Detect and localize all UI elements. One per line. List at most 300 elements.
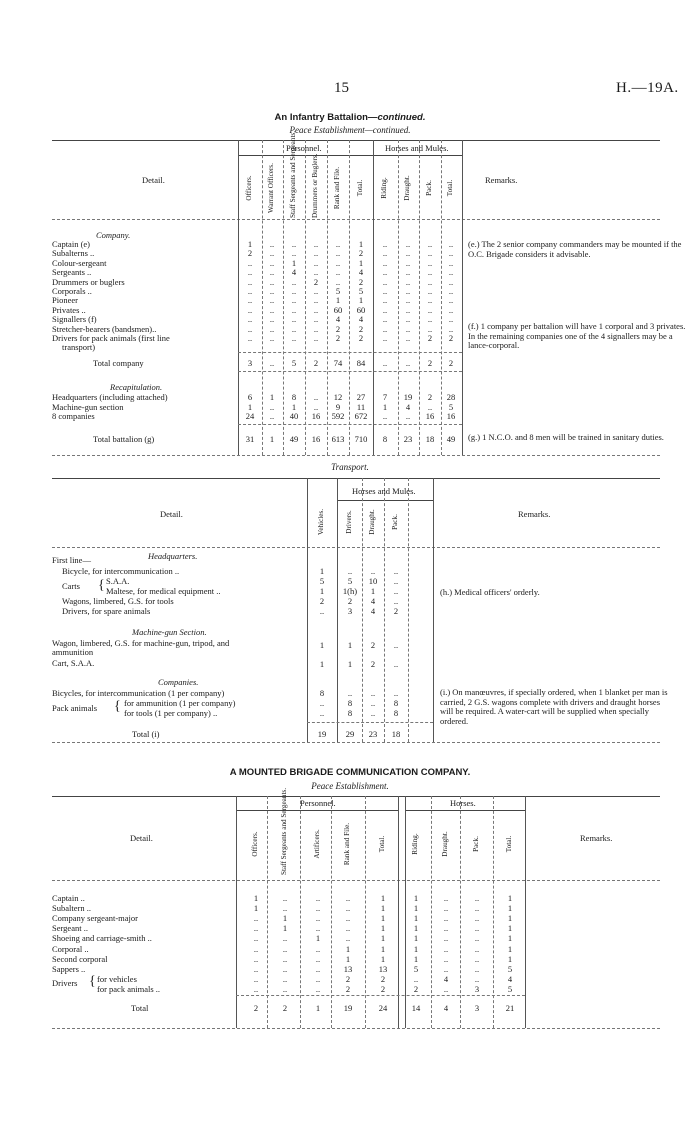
table-cell: 1 xyxy=(269,433,275,444)
table-cell: 1 xyxy=(269,392,275,403)
table-cell: 1 xyxy=(380,943,386,954)
table-cell: 2 xyxy=(380,983,386,994)
column-header: Warrant Officers. xyxy=(267,163,275,213)
column-header: Draught. xyxy=(368,509,376,535)
column-header: Rank and File. xyxy=(333,166,341,210)
column-rule xyxy=(460,796,461,1028)
table-cell: .. xyxy=(291,304,297,315)
table-cell: .. xyxy=(269,333,275,343)
table-cell: .. xyxy=(405,257,411,268)
table-cell: 1 xyxy=(380,903,386,914)
table-cell: .. xyxy=(335,267,341,278)
column-header: Total. xyxy=(505,835,513,853)
table-cell: .. xyxy=(427,239,433,249)
table-cell: .. xyxy=(382,267,388,278)
table-cell: .. xyxy=(282,893,288,903)
column-header: Total. xyxy=(356,179,364,197)
row-label: transport) xyxy=(62,342,96,353)
table-cell: 1 xyxy=(253,903,259,914)
table-cell: 4 xyxy=(291,267,297,278)
table-cell: 19 xyxy=(403,392,413,403)
table-cell: .. xyxy=(443,903,449,914)
table-cell: .. xyxy=(370,566,376,576)
table-cell: .. xyxy=(474,923,480,934)
table-cell: .. xyxy=(443,893,449,903)
table-cell: .. xyxy=(405,267,411,278)
carts-label: Carts xyxy=(62,581,80,591)
table-cell: 28 xyxy=(446,392,456,403)
table-cell: .. xyxy=(405,248,411,259)
row-label: Privates .. xyxy=(52,304,86,315)
table-cell: 1 xyxy=(380,933,386,944)
table-cell: 1 xyxy=(507,903,513,914)
table-cell: .. xyxy=(474,893,480,903)
table-cell: 1 xyxy=(319,640,325,650)
section-heading: Companies. xyxy=(158,677,199,687)
table-cell: 10 xyxy=(368,576,378,586)
table-cell: 23 xyxy=(368,729,378,739)
table-cell: 11 xyxy=(356,401,366,412)
column-rule xyxy=(331,796,332,1028)
table-cell: .. xyxy=(313,248,319,259)
section-heading: Recapitulation. xyxy=(110,382,163,393)
table-cell: .. xyxy=(382,248,388,259)
table-cell: 1 xyxy=(282,913,288,924)
table-cell: .. xyxy=(315,903,321,914)
table-cell: .. xyxy=(474,963,480,974)
section-heading: Machine-gun Section. xyxy=(132,627,207,637)
brace: { xyxy=(89,974,96,989)
table-cell: 2 xyxy=(393,606,399,616)
table-cell: .. xyxy=(448,257,454,268)
table-cell: 1 xyxy=(345,943,351,954)
table-cell: 2 xyxy=(247,248,253,259)
horses-rule xyxy=(405,810,525,811)
table-cell: 3 xyxy=(474,983,480,994)
table-cell: 8 xyxy=(393,698,399,708)
table-cell: 3 xyxy=(474,1003,480,1013)
table-cell: .. xyxy=(427,286,433,296)
column-rule xyxy=(431,796,432,1028)
remarks-header: Remarks. xyxy=(518,509,551,519)
table-cell: 5 xyxy=(347,576,353,586)
table-cell: 16 xyxy=(446,411,456,422)
table-cell: 1 xyxy=(347,659,353,669)
row-label: Corporals .. xyxy=(52,286,92,296)
remark-i: (i.) On manœuvres, if specially ordered, when 1 blanket per man is carried, 2 G.S. wagons complete with drivers and draught horses will be required. A water-cart will be supplied when specially ordered. xyxy=(440,687,668,726)
table-cell: .. xyxy=(347,566,353,576)
table-cell: .. xyxy=(405,304,411,315)
table-cell: .. xyxy=(370,688,376,698)
row-label: Second corporal xyxy=(52,953,108,964)
table-cell: 18 xyxy=(391,729,401,739)
horses-header: Horses and Mules. xyxy=(352,486,416,496)
page-number: 15 xyxy=(334,80,349,96)
table-cell: .. xyxy=(443,923,449,934)
table-cell: .. xyxy=(393,688,399,698)
table-cell: 672 xyxy=(354,411,368,422)
table-cell: .. xyxy=(382,314,388,325)
column-header: Officers. xyxy=(251,831,259,857)
table-cell: 13 xyxy=(378,963,388,974)
table-cell: 1 xyxy=(315,1003,321,1013)
table-cell: 1 xyxy=(413,933,419,944)
remarks-header: Remarks. xyxy=(580,833,613,843)
table-cell: .. xyxy=(313,239,319,249)
table-cell: .. xyxy=(291,248,297,259)
table-cell: .. xyxy=(313,304,319,315)
table-cell: .. xyxy=(335,239,341,249)
table-cell: 23 xyxy=(403,433,413,444)
table-cell: 1 xyxy=(315,933,321,944)
column-header: Riding. xyxy=(411,833,419,855)
table-cell: 12 xyxy=(333,392,343,403)
table-cell: 1 xyxy=(413,943,419,954)
table-cell: 2 xyxy=(380,973,386,984)
row-label: S.A.A. xyxy=(106,576,130,586)
personnel-header: Personnel. xyxy=(300,798,336,808)
table-cell: .. xyxy=(443,963,449,974)
table-cell: 592 xyxy=(331,411,345,422)
table-cell: 2 xyxy=(358,248,364,259)
table-cell: 13 xyxy=(343,963,353,974)
table-cell: 2 xyxy=(358,333,364,343)
table-cell: .. xyxy=(291,323,297,334)
brace: { xyxy=(98,578,105,593)
table-cell: 710 xyxy=(354,433,368,444)
table-cell: 3 xyxy=(247,358,253,369)
table-cell: .. xyxy=(313,314,319,325)
table-cell: .. xyxy=(247,295,253,306)
table-cell: 2 xyxy=(282,1003,288,1013)
table-cell: 2 xyxy=(427,392,433,403)
table-cell: .. xyxy=(291,286,297,296)
section-heading: Company. xyxy=(96,230,131,240)
table-cell: 21 xyxy=(505,1003,515,1013)
table-cell: .. xyxy=(443,943,449,954)
table-cell: .. xyxy=(345,933,351,944)
table-cell: 84 xyxy=(356,358,366,369)
table-cell: 1 xyxy=(382,401,388,412)
personnel-header: Personnel. xyxy=(286,143,322,153)
column-header: Staff Sergeants and Sergeants. xyxy=(280,787,288,875)
table-cell: 5 xyxy=(291,358,297,369)
table-cell: .. xyxy=(347,688,353,698)
table-cell: .. xyxy=(315,953,321,964)
column-header: Riding. xyxy=(380,177,388,199)
table-cell: .. xyxy=(474,933,480,944)
table-cell: 5 xyxy=(358,286,364,296)
table-cell: 2 xyxy=(370,659,376,669)
table-cell: .. xyxy=(282,973,288,984)
table-cell: 27 xyxy=(356,392,366,403)
table-cell: 49 xyxy=(446,433,456,444)
table-cell: .. xyxy=(405,333,411,343)
table-cell: .. xyxy=(253,923,259,934)
remark-g: (g.) 1 N.C.O. and 8 men will be trained in sanitary duties. xyxy=(468,432,664,442)
table-cell: .. xyxy=(315,963,321,974)
table-cell: 5 xyxy=(507,963,513,974)
table-cell: 5 xyxy=(507,983,513,994)
table-cell: 60 xyxy=(333,304,343,315)
table-cell: 60 xyxy=(356,304,366,315)
table-cell: .. xyxy=(247,257,253,268)
table-cell: .. xyxy=(393,566,399,576)
table-cell: 16 xyxy=(311,433,321,444)
column-header: Rank and File. xyxy=(343,822,351,866)
table-cell: .. xyxy=(313,401,319,412)
table-cell: 2 xyxy=(335,323,341,334)
row-label: Bicycle, for intercommunication .. xyxy=(62,566,180,576)
table-cell: .. xyxy=(427,248,433,259)
table-cell: .. xyxy=(370,708,376,718)
table-cell: 2 xyxy=(427,333,433,343)
table-cell: .. xyxy=(405,314,411,325)
table-cell: .. xyxy=(345,913,351,924)
table-cell: .. xyxy=(313,295,319,306)
row-label: Drummers or buglers xyxy=(52,276,125,287)
table-cell: 1 xyxy=(507,953,513,964)
table-cell: 5 xyxy=(448,401,454,412)
table-cell: .. xyxy=(474,913,480,924)
table-cell: 1 xyxy=(380,953,386,964)
row-label: Wagons, limbered, G.S. for tools xyxy=(62,596,174,606)
table-cell: 4 xyxy=(507,973,513,984)
table-cell: .. xyxy=(443,933,449,944)
column-rule xyxy=(398,796,399,1028)
table-cell: 1 xyxy=(380,923,386,934)
table-cell: .. xyxy=(269,267,275,278)
table-cell: .. xyxy=(269,286,275,296)
row-label: Sappers .. xyxy=(52,963,86,974)
table-bottom-rule xyxy=(52,1028,660,1029)
table-cell: .. xyxy=(345,923,351,934)
table-cell: .. xyxy=(315,973,321,984)
table2-subtitle: Transport. xyxy=(331,462,369,472)
table-cell: .. xyxy=(448,295,454,306)
row-label: Wagon, limbered, G.S. for machine-gun, tripod, and xyxy=(52,638,230,648)
table-cell: 14 xyxy=(411,1003,421,1013)
table-cell: 1 xyxy=(507,893,513,903)
table-cell: 6 xyxy=(247,392,253,403)
table-cell: .. xyxy=(382,239,388,249)
table-cell: 1 xyxy=(282,923,288,934)
table-cell: 1(h) xyxy=(342,586,358,596)
row-label: Headquarters (including attached) xyxy=(52,392,168,403)
table-cell: .. xyxy=(313,392,319,403)
column-rule xyxy=(300,796,301,1028)
table-cell: .. xyxy=(345,893,351,903)
table-cell: 2 xyxy=(313,276,319,287)
table-cell: 2 xyxy=(370,640,376,650)
table-cell: 8 xyxy=(291,392,297,403)
column-header: Staff Sergeants and Sergeants. xyxy=(289,130,297,218)
remark-f: (f.) 1 company per battalion will have 1 corporal and 3 privates. In the remaining companies one of the 4 signallers may be a lance-corporal. xyxy=(468,321,686,351)
table-cell: 8 xyxy=(347,708,353,718)
table-cell: .. xyxy=(313,257,319,268)
table-cell: 2 xyxy=(335,333,341,343)
table-cell: .. xyxy=(282,943,288,954)
table-cell: 2 xyxy=(347,596,353,606)
table-cell: 1 xyxy=(370,586,376,596)
remark-h: (h.) Medical officers' orderly. xyxy=(440,587,540,597)
table-cell: .. xyxy=(474,903,480,914)
row-label: Corporal .. xyxy=(52,943,89,954)
table-cell: 1 xyxy=(413,903,419,914)
table-cell: 2 xyxy=(448,333,454,343)
table-cell: .. xyxy=(315,923,321,934)
table-cell: .. xyxy=(253,963,259,974)
table-cell: .. xyxy=(269,276,275,287)
horses-header: Horses. xyxy=(450,798,476,808)
remark-e: (e.) The 2 senior company commanders may be mounted if the O.C. Brigade considers it advisable. xyxy=(468,239,682,259)
table-cell: 1 xyxy=(335,295,341,306)
table-cell: 4 xyxy=(443,1003,449,1013)
table-top-rule xyxy=(52,796,660,797)
table-cell: .. xyxy=(393,640,399,650)
table-cell: .. xyxy=(247,323,253,334)
table-cell: .. xyxy=(427,401,433,412)
table-cell: 1 xyxy=(358,257,364,268)
row-label: Cart, S.A.A. xyxy=(52,658,95,668)
table-cell: .. xyxy=(382,257,388,268)
column-header: Officers. xyxy=(245,175,253,201)
table-cell: 2 xyxy=(358,276,364,287)
table-cell: .. xyxy=(269,248,275,259)
row-label: for tools (1 per company) .. xyxy=(124,708,218,718)
table-cell: 4 xyxy=(358,267,364,278)
column-header: Pack. xyxy=(391,514,399,530)
table-cell: .. xyxy=(335,248,341,259)
table-cell: 613 xyxy=(331,433,345,444)
table-cell: 1 xyxy=(358,295,364,306)
table-cell: 1 xyxy=(380,913,386,924)
total-battalion-label: Total battalion (g) xyxy=(93,433,155,444)
table-cell: .. xyxy=(282,983,288,994)
table-cell: 1 xyxy=(413,953,419,964)
row-label: Bicycles, for intercommunication (1 per company) xyxy=(52,688,225,698)
row-label: Machine-gun section xyxy=(52,401,124,412)
table-cell: .. xyxy=(448,286,454,296)
table-cell: .. xyxy=(370,698,376,708)
section-heading: Headquarters. xyxy=(148,551,198,561)
table-cell: .. xyxy=(427,276,433,287)
table-cell: .. xyxy=(253,953,259,964)
table-cell: .. xyxy=(448,239,454,249)
table-cell: .. xyxy=(345,903,351,914)
table-cell: .. xyxy=(335,257,341,268)
row-label: 8 companies xyxy=(52,411,95,422)
table-cell: .. xyxy=(405,295,411,306)
table-cell: 1 xyxy=(413,893,419,903)
table-cell: .. xyxy=(382,358,388,369)
table-cell: 2 xyxy=(448,358,454,369)
row-label: Stretcher-bearers (bandsmen).. xyxy=(52,323,157,334)
row-label: Captain (e) xyxy=(52,239,90,249)
table-cell: .. xyxy=(269,358,275,369)
table-cell: 19 xyxy=(317,729,327,739)
table-cell: 2 xyxy=(345,983,351,994)
table-cell: .. xyxy=(247,333,253,343)
table-cell: 2 xyxy=(427,358,433,369)
table-cell: .. xyxy=(405,276,411,287)
personnel-rule xyxy=(236,810,398,811)
table-cell: .. xyxy=(253,933,259,944)
table-cell: .. xyxy=(291,333,297,343)
row-label: Shoeing and carriage-smith .. xyxy=(52,933,152,944)
table-cell: .. xyxy=(443,913,449,924)
table-cell: .. xyxy=(427,267,433,278)
table-cell: .. xyxy=(313,323,319,334)
table-cell: .. xyxy=(393,576,399,586)
table-cell: 1 xyxy=(380,893,386,903)
table-cell: .. xyxy=(382,295,388,306)
table-cell: .. xyxy=(291,239,297,249)
table-cell: .. xyxy=(269,295,275,306)
table-cell: 1 xyxy=(291,257,297,268)
total-company-label: Total company xyxy=(93,358,144,369)
table-cell: 4 xyxy=(358,314,364,325)
table-cell: 1 xyxy=(319,586,325,596)
brace: { xyxy=(114,699,121,714)
total-label: Total (i) xyxy=(132,729,160,739)
detail-header: Detail. xyxy=(142,175,165,185)
table-cell: .. xyxy=(382,323,388,334)
horses-header: Horses and Mules. xyxy=(385,143,449,153)
table-cell: 1 xyxy=(253,893,259,903)
table-cell: .. xyxy=(405,323,411,334)
table-cell: 24 xyxy=(378,1003,388,1013)
table-cell: .. xyxy=(448,276,454,287)
drivers-label: Drivers xyxy=(52,978,78,988)
table-cell: .. xyxy=(474,953,480,964)
table-cell: 24 xyxy=(245,411,255,422)
table-cell: .. xyxy=(443,953,449,964)
subtotal-rule xyxy=(236,995,525,996)
table-cell: .. xyxy=(448,304,454,315)
table1-title: An Infantry Battalion—continued. xyxy=(274,112,426,123)
table-cell: .. xyxy=(393,586,399,596)
table-cell: 29 xyxy=(345,729,355,739)
table-cell: .. xyxy=(427,314,433,325)
column-header: Pack. xyxy=(425,180,433,196)
total-label: Total xyxy=(131,1003,149,1013)
table-cell: .. xyxy=(269,304,275,315)
table-cell: .. xyxy=(269,314,275,325)
table-cell: .. xyxy=(405,358,411,369)
detail-header: Detail. xyxy=(130,833,153,843)
table1-subtitle: Peace Establishment—continued. xyxy=(289,125,411,135)
detail-header: Detail. xyxy=(160,509,183,519)
table-cell: 3 xyxy=(347,606,353,616)
table-cell: 1 xyxy=(347,640,353,650)
row-label: for vehicles xyxy=(97,973,137,984)
table-cell: .. xyxy=(291,295,297,306)
table-cell: 1 xyxy=(507,913,513,924)
table-cell: .. xyxy=(474,973,480,984)
table-cell: 8 xyxy=(382,433,388,444)
table-cell: .. xyxy=(269,239,275,249)
row-label: Pioneer xyxy=(52,295,78,306)
table-cell: 4 xyxy=(405,401,411,412)
row-label: Sergeant .. xyxy=(52,923,88,934)
table-cell: .. xyxy=(382,411,388,422)
table-cell: .. xyxy=(291,314,297,325)
table-cell: .. xyxy=(315,983,321,994)
table-cell: .. xyxy=(382,333,388,343)
table-cell: 74 xyxy=(333,358,343,369)
table-cell: .. xyxy=(427,295,433,306)
